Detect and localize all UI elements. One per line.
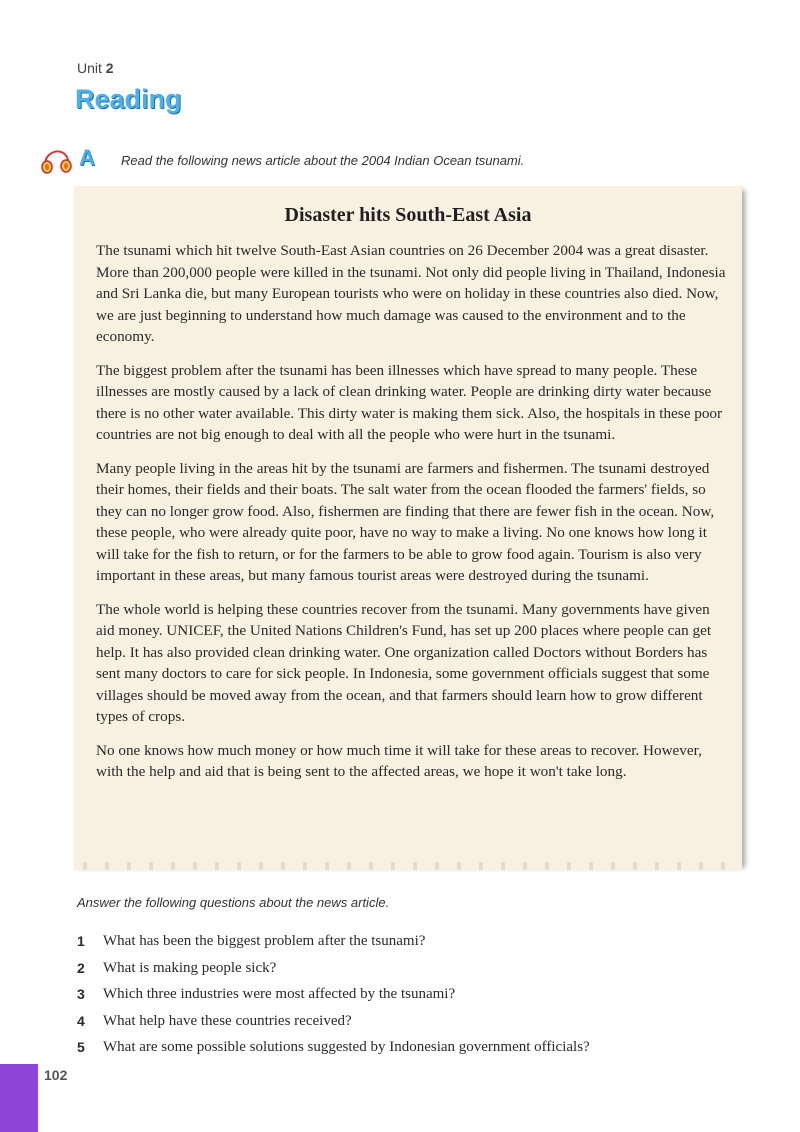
question-text: Which three industries were most affected by the tsunami?: [103, 986, 456, 1002]
article-paragraph: The whole world is helping these countries recover from the tsunami. Many governments have given aid money. UNICEF, the United Nations Children's Fund, has set up 200 places where people can get help. It has also provided clean drinking water. One organization called Doctors without Borders has sent many doctors to care for sick people. In Indonesia, some government officials suggest that some villages should be moved away from the ocean, and that farmers should learn how to grow different types of crops.: [96, 600, 712, 725]
question-item: [77, 955, 757, 982]
news-article: [74, 186, 742, 864]
questions-intro: Answer the following questions about the news article.: [77, 895, 390, 910]
question-text: What is making people sick?: [103, 959, 277, 976]
question-text: What help have these countries received?: [103, 1012, 352, 1029]
question-number: 5: [77, 1039, 85, 1055]
unit-label: [77, 60, 114, 76]
page-number: 102: [44, 1067, 68, 1083]
unit-number: 2: [105, 60, 114, 76]
activity-instruction: Read the following news article about the 2004 Indian Ocean tsunami.: [121, 153, 525, 168]
question-item: [77, 1008, 757, 1035]
question-number: 1: [77, 933, 85, 949]
question-item: [77, 981, 757, 1008]
section-title: Reading: [75, 84, 182, 114]
question-number: 4: [77, 1012, 85, 1029]
question-number: 2: [77, 959, 85, 976]
article-body: [96, 240, 730, 795]
question-item: [77, 1034, 757, 1061]
activity-badge: A: [79, 145, 95, 170]
article-paragraph: The biggest problem after the tsunami has been illnesses which have spread to many people. These illnesses are mostly caused by a lack of clean drinking water. People are drinking dirty water because there is no other water available. This dirty water is making them sick. Also, the hospitals in these poor countries are not big enough to deal with all the people who were hurt in the tsunami.: [96, 361, 723, 443]
article-paragraph: Many people living in the areas hit by the tsunami are farmers and fishermen. The tsunami destroyed their homes, their fields and their boats. The salt water from the ocean flooded the farmers' fields, so they can no longer grow food. Also, fishermen are finding that there are fewer fish in the ocean. Now, these people, who were already quite poor, have no way to make a living. No one knows how long it will take for the fish to return, or for the farmers to be able to grow food again. Tourism is also very important in these areas, but many famous tourist areas were destroyed during the tsunami.: [96, 459, 715, 584]
headphones-icon[interactable]: [40, 148, 74, 176]
question-item: [77, 928, 757, 955]
questions-list: [77, 928, 757, 1061]
article-paragraph: The tsunami which hit twelve South-East Asian countries on 26 December 2004 was a great disaster. More than 200,000 people were killed in the tsunami. Not only did people living in Thailand, Indonesia and Sri Lanka die, but many European tourists who were on holiday in these countries also died. Now, we are just beginning to understand how much damage was caused to the environment and to the economy.: [96, 242, 726, 345]
unit-prefix: Unit: [77, 60, 102, 76]
article-title: Disaster hits South-East Asia: [284, 204, 532, 226]
question-text: What are some possible solutions suggested by Indonesian government officials?: [103, 1039, 590, 1055]
question-text: What has been the biggest problem after the tsunami?: [103, 933, 426, 949]
page-edge-tab: [0, 1064, 38, 1132]
article-paragraph: No one knows how much money or how much time it will take for these areas to recover. However, with the help and aid that is being sent to the affected areas, we hope it won't take long.: [96, 741, 702, 780]
question-number: 3: [77, 986, 85, 1002]
